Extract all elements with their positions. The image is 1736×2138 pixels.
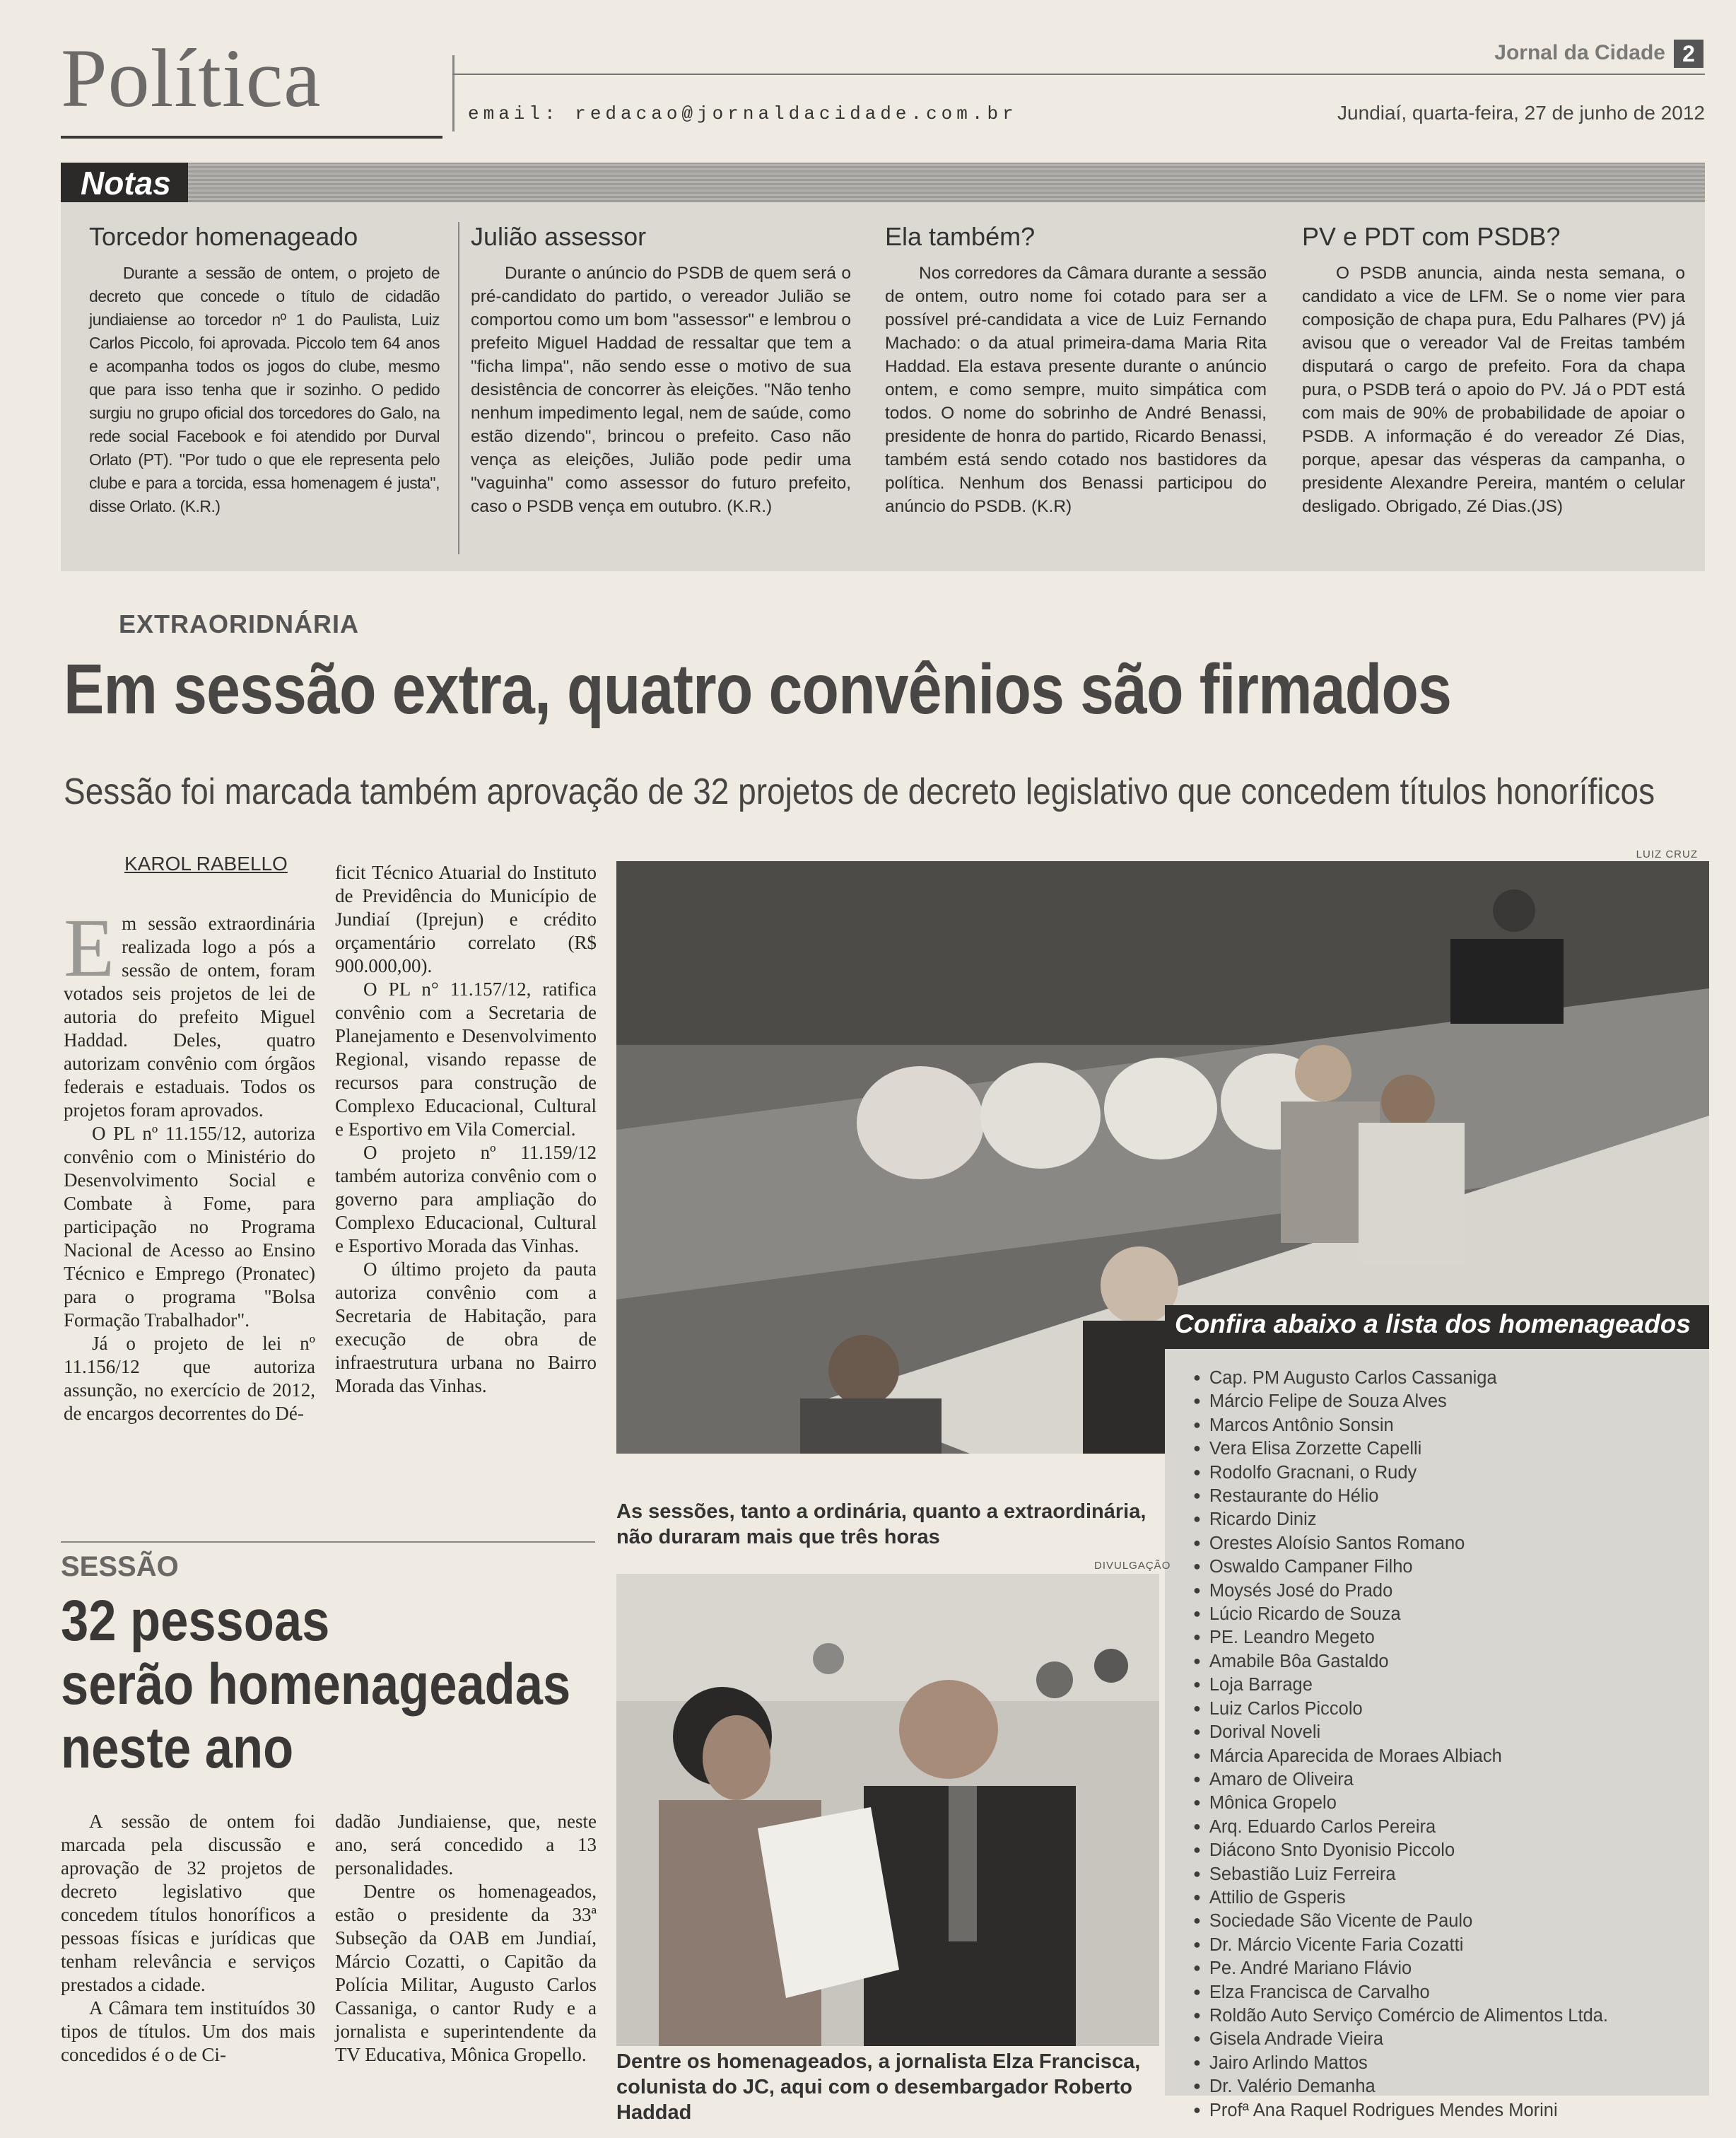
photo-caption: As sessões, tanto a ordinária, quanto a extraordinária, não duraram mais que três horas <box>616 1500 1146 1548</box>
honoree-photo <box>616 1574 1159 2046</box>
paragraph: Já o projeto de lei nº 11.156/12 que autoriza assunção, no exercício de 2012, de encargos decorrentes do Dé- <box>64 1333 315 1424</box>
honoree-list <box>1193 1367 1608 2123</box>
story-kicker: EXTRAORIDNÁRIA <box>119 609 360 638</box>
list-item: ● Lúcio Ricardo de Souza <box>1193 1604 1608 1627</box>
story-subhead: Sessão foi marcada também aprovação de 32 projetos de decreto legislativo que concedem títulos honoríficos <box>64 771 1655 812</box>
list-item: ● Dr. Márcio Vicente Faria Cozatti <box>1193 1934 1608 1958</box>
honoree-list-title: Confira abaixo a lista dos homenageados <box>1175 1309 1691 1338</box>
list-item: ● Loja Barrage <box>1193 1674 1608 1698</box>
list-item: ● Elza Francisca de Carvalho <box>1193 1982 1608 2005</box>
note-body: Nos corredores da Câmara durante a sessão de ontem, outro nome foi cotado para ser a possível pré-candidata a vice de Luiz Fernando Machado: o da atual primeira-dama Maria Rita Haddad. Ela estava presente durante o anúncio ontem, e como sempre, muito simpática com todos. O nome do sobrinho de André Benassi, presidente de honra do partido, Ricardo Benassi, também está sendo cotado nos bastidores da política. Nenhum dos Benassi participou do anúncio do PSDB. (K.R) <box>885 264 1267 516</box>
photo-caption: Dentre os homenageados, a jornalista Elza Francisca, colunista do JC, aqui com o desembargador Roberto Haddad <box>616 2050 1141 2124</box>
note-body: Durante o anúncio do PSDB de quem será o pré-candidato do partido, o vereador Julião se comportou como um bom "assessor" e lembrou o prefeito Miguel Haddad de ressaltar que tem a "ficha limpa", não sendo esse o motivo de sua desistência de concorrer às eleições. "Não tenho nenhum impedimento legal, nem de saúde, como estão dizendo", brincou o prefeito. Caso não vença as eleições, Julião pode pedir uma "vaguinha" como assessor do futuro prefeito, caso o PSDB vença em outubro. (K.R.) <box>471 264 851 516</box>
paragraph: ficit Técnico Atuarial do Instituto de Previdência do Município de Jundiaí (Iprejun) e crédito orçamentário correlato (R$ 900.000,00). <box>335 862 597 976</box>
list-item: ● Ricardo Diniz <box>1193 1509 1608 1532</box>
paragraph: O último projeto da pauta autoriza convênio com a Secretaria de Habitação, para execução de obra de infraestrutura urbana no Bairro Morada das Vinhas. <box>335 1258 597 1396</box>
masthead-divider <box>452 55 454 132</box>
note-title: Ela também? <box>885 222 1036 251</box>
notas-header-bar <box>61 163 1705 202</box>
story-column-2 <box>335 861 597 1398</box>
paragraph: A Câmara tem instituídos 30 tipos de títulos. Um dos mais concedidos é o de Ci- <box>61 1997 315 2065</box>
list-item: ● Amaro de Oliveira <box>1193 1769 1608 1792</box>
story-column-1 <box>64 901 315 1425</box>
list-item: ● Attilio de Gsperis <box>1193 1887 1608 1910</box>
note-ela-tambem <box>885 222 1267 518</box>
story-headline <box>61 1589 570 1780</box>
section-title: Política <box>61 32 322 124</box>
headline-line: neste ano <box>61 1716 294 1780</box>
note-torcedor <box>89 222 440 518</box>
story-headline: Em sessão extra, quatro convênios são firmados <box>64 650 1452 729</box>
byline: KAROL RABELLO <box>124 853 288 875</box>
story-column-1 <box>61 1810 315 2067</box>
list-item: ● Diácono Snto Dyonisio Piccolo <box>1193 1840 1608 1863</box>
note-title: Julião assessor <box>471 222 647 251</box>
photo-credit: DIVULGAÇÃO <box>1094 1560 1171 1572</box>
masthead-top-rule <box>452 74 1705 75</box>
list-item: ● Dr. Valério Demanha <box>1193 2076 1608 2099</box>
headline-line: serão homenageadas <box>61 1652 571 1717</box>
list-item: ● Vera Elisa Zorzette Capelli <box>1193 1438 1608 1461</box>
list-item: ● Restaurante do Hélio <box>1193 1485 1608 1509</box>
column-divider <box>458 222 459 554</box>
note-body: Durante a sessão de ontem, o projeto de decreto que concede o título de cidadão jundiaiense ao torcedor nº 1 do Paulista, Luiz Carlos Piccolo, foi aprovada. Piccolo tem 64 anos e acompanha todos os jogos do clube, mesmo que para isso tenha que ir sozinho. O pedido surgiu no grupo oficial dos torcedores do Galo, na rede social Facebook e foi atendido por Durval Orlato (PT). "Por tudo o que ele representa pelo clube e para a torcida, essa homenagem é justa", disse Orlato. (K.R.) <box>89 264 440 515</box>
paragraph: m sessão extraordinária realizada logo a pós a sessão de ontem, foram votados seis projetos de lei de autoria do prefeito Miguel Haddad. Deles, quatro autorizam convênio com órgãos federais e estaduais. Todos os projetos foram aprovados. <box>64 913 315 1121</box>
paragraph: dadão Jundiaiense, que, neste ano, será concedido a 13 personalidades. <box>335 1811 597 1879</box>
list-item: ● Jairo Arlindo Mattos <box>1193 2052 1608 2076</box>
paragraph: O projeto nº 11.159/12 também autoriza convênio com o governo para ampliação do Complexo Educacional, Cultural e Esportivo Morada das Vinhas. <box>335 1142 597 1256</box>
list-item: ● Sebastião Luiz Ferreira <box>1193 1864 1608 1887</box>
note-title: Torcedor homenageado <box>89 222 358 251</box>
list-item: ● Luiz Carlos Piccolo <box>1193 1698 1608 1722</box>
note-pv-pdt <box>1302 222 1685 518</box>
list-item: ● Sociedade São Vicente de Paulo <box>1193 1910 1608 1934</box>
note-body: O PSDB anuncia, ainda nesta semana, o candidato a vice de LFM. Se o nome vier para composição de chapa pura, Edu Palhares (PV) já avisou que o vereador Val de Freitas também disputará o cargo de prefeito. Fora da chapa pura, o PSDB terá o apoio do PV. Já o PDT está com mais de 90% de probabilidade de apoiar o PSDB. A informação é do vereador Zé Dias, porque, apesar das vésperas da campanha, o presidente Alexandre Pereira, mantém o celular desligado. Obrigado, Zé Dias.(JS) <box>1302 264 1685 516</box>
email-line: email: redacao@jornaldacidade.com.br <box>468 103 1018 124</box>
list-item: ● Marcos Antônio Sonsin <box>1193 1415 1608 1438</box>
list-item: ● Gisela Andrade Vieira <box>1193 2028 1608 2052</box>
paper-name: Jornal da Cidade <box>1494 41 1665 64</box>
story-column-2 <box>335 1810 597 2067</box>
note-juliao <box>471 222 851 518</box>
paragraph: Dentre os homenageados, estão o presidente da 33ª Subseção da OAB em Jundiaí, Márcio Cozatti, o Capitão da Polícia Militar, Augusto Carlos Cassaniga, o cantor Rudy e a jornalista e superintendente da TV Educativa, Mônica Gropello. <box>335 1881 597 2065</box>
list-item: ● Cap. PM Augusto Carlos Cassaniga <box>1193 1367 1608 1391</box>
list-item: ● Profª Ana Raquel Rodrigues Mendes Morini <box>1193 2100 1608 2123</box>
masthead-rule <box>61 136 442 139</box>
list-item: ● Roldão Auto Serviço Comércio de Alimentos Ltda. <box>1193 2005 1608 2028</box>
paragraph: O PL nº 11.155/12, autoriza convênio com o Ministério do Desenvolvimento Social e Combate à Fome, para participação no Programa Nacional de Acesso ao Ensino Técnico e Emprego (Pronatec) para o programa "Bolsa Formação Trabalhador". <box>64 1123 315 1331</box>
list-item: ● Moysés José do Prado <box>1193 1580 1608 1604</box>
list-item: ● Pe. André Mariano Flávio <box>1193 1958 1608 1981</box>
drop-cap: E <box>64 901 115 994</box>
list-item: ● Orestes Aloísio Santos Romano <box>1193 1533 1608 1556</box>
list-item: ● PE. Leandro Megeto <box>1193 1627 1608 1650</box>
paragraph: A sessão de ontem foi marcada pela discussão e aprovação de 32 projetos de decreto legislativo que concedem títulos honoríficos a pessoas físicas e jurídicas que tenham relevância e serviços prestados a cidade. <box>61 1811 315 1995</box>
photo-credit: LUIZ CRUZ <box>1636 848 1698 860</box>
list-item: ● Mônica Gropelo <box>1193 1792 1608 1816</box>
date-line: Jundiaí, quarta-feira, 27 de junho de 2012 <box>1337 102 1705 124</box>
list-item: ● Márcia Aparecida de Moraes Albiach <box>1193 1746 1608 1769</box>
list-item: ● Dorival Noveli <box>1193 1722 1608 1745</box>
page-number: 2 <box>1674 40 1703 68</box>
notas-label: Notas <box>61 163 188 202</box>
list-item: ● Rodolfo Gracnani, o Rudy <box>1193 1462 1608 1485</box>
list-item: ● Oswaldo Campaner Filho <box>1193 1556 1608 1579</box>
paragraph: O PL n° 11.157/12, ratifica convênio com a Secretaria de Planejamento e Desenvolvimento Regional, visando repasse de recursos para construção de Complexo Educacional, Cultural e Esportivo em Vila Comercial. <box>335 979 597 1140</box>
list-item: ● Márcio Felipe de Souza Alves <box>1193 1391 1608 1414</box>
list-item: ● Arq. Eduardo Carlos Pereira <box>1193 1816 1608 1840</box>
section-rule <box>61 1541 595 1543</box>
headline-line: 32 pessoas <box>61 1589 330 1653</box>
story-kicker: SESSÃO <box>61 1551 179 1582</box>
note-title: PV e PDT com PSDB? <box>1302 222 1561 251</box>
list-item: ● Amabile Bôa Gastaldo <box>1193 1651 1608 1674</box>
